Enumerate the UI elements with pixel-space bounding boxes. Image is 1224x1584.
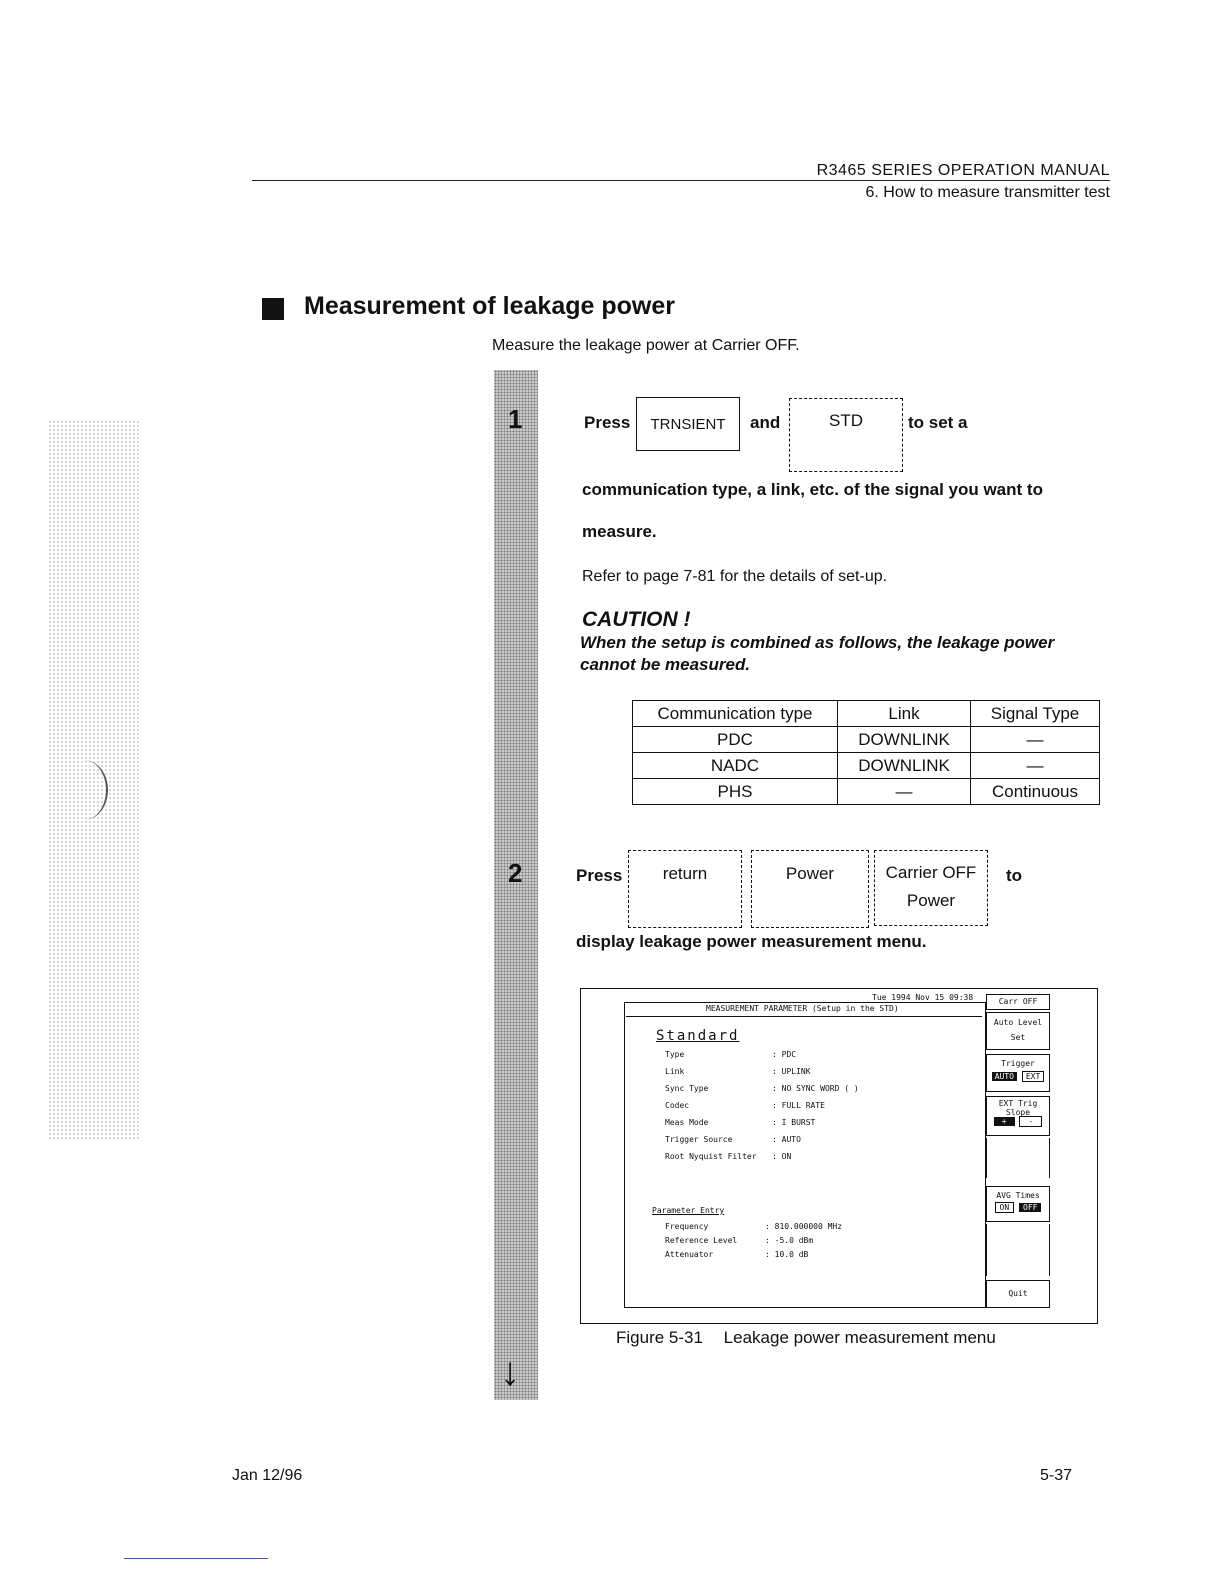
slope-label: Slope <box>1005 1108 1031 1117</box>
trnsient-key-label: TRNSIENT <box>650 415 726 433</box>
section-intro: Measure the leakage power at Carrier OFF. <box>492 337 800 354</box>
std-key[interactable] <box>789 398 903 472</box>
param-label: Sync Type <box>665 1084 709 1093</box>
param-value: : PDC <box>772 1050 797 1059</box>
screen-standard-heading: Standard <box>656 1028 740 1044</box>
footer-date: Jan 12/96 <box>232 1467 303 1484</box>
table-cell: DOWNLINK <box>838 727 971 753</box>
trnsient-key[interactable] <box>636 397 740 451</box>
auto-level-set-softkey[interactable] <box>986 1012 1050 1050</box>
table-header-cell: Link <box>838 701 971 727</box>
header-rule <box>252 180 1110 181</box>
figure-caption <box>616 1328 996 1348</box>
step-1-to-set: to set a <box>908 413 968 432</box>
screen-title: MEASUREMENT PARAMETER (Setup in the STD) <box>706 1004 899 1013</box>
screen-datetime: Tue 1994 Nov 15 09:38 <box>872 993 974 1002</box>
step-1-refer: Refer to page 7-81 for the details of set-up. <box>582 568 888 585</box>
binder-hole-mark <box>60 760 108 820</box>
param-label: Codec <box>665 1101 690 1110</box>
power-key-label: Power <box>785 864 835 883</box>
ext-trig-label: EXT Trig <box>998 1099 1038 1108</box>
step-2-to: to <box>1006 866 1023 885</box>
param-value: : I BURST <box>772 1118 816 1127</box>
table-cell: — <box>971 753 1100 779</box>
trigger-ext-option[interactable]: EXT <box>1022 1071 1044 1082</box>
param-value: : AUTO <box>772 1135 801 1144</box>
std-key-label: STD <box>829 411 863 430</box>
entry-label: Attenuator <box>665 1250 714 1259</box>
return-key[interactable] <box>628 850 742 928</box>
caution-text: When the setup is combined as follows, the leakage power cannot be measured. <box>580 633 1055 674</box>
power-key[interactable] <box>751 850 869 928</box>
chapter-title: 6. How to measure transmitter test <box>865 184 1110 201</box>
figure-label: Figure 5-31 <box>616 1328 703 1347</box>
entry-value: : 10.0 dB <box>765 1250 809 1259</box>
slope-minus-option[interactable]: - <box>1019 1116 1042 1127</box>
carrier-off-power-key[interactable] <box>874 850 988 926</box>
step-1-line2: communication type, a link, etc. of the signal you want to <box>582 480 1043 499</box>
table-cell: — <box>971 727 1100 753</box>
figure-caption-text: Leakage power measurement menu <box>723 1328 996 1347</box>
trigger-auto-option[interactable]: AUTO <box>992 1072 1017 1081</box>
screen-entry-heading: Parameter Entry <box>652 1206 725 1215</box>
table-cell: — <box>838 779 971 805</box>
softkey-title: Carr OFF <box>986 994 1050 1010</box>
table-cell: PHS <box>633 779 838 805</box>
param-value: : NO SYNC WORD ( ) <box>772 1084 859 1093</box>
carrier-off-key-label: Carrier OFF <box>885 863 977 882</box>
param-label: Meas Mode <box>665 1118 709 1127</box>
param-label: Root Nyquist Filter <box>665 1152 757 1161</box>
avg-times-label: AVG Times <box>996 1191 1040 1200</box>
step-1-and: and <box>750 413 781 432</box>
entry-label: Reference Level <box>665 1236 738 1245</box>
carrier-off-key-label-2: Power <box>906 891 956 910</box>
return-key-label: return <box>662 864 708 883</box>
down-arrow-icon: ↓ <box>500 1350 520 1394</box>
bottom-rule <box>124 1558 268 1559</box>
square-bullet-icon <box>262 298 284 320</box>
auto-level-label: Auto Level <box>993 1018 1043 1027</box>
avg-times-softkey[interactable] <box>986 1186 1050 1222</box>
param-value: : ON <box>772 1152 792 1161</box>
step-2-line2: display leakage power measurement menu. <box>576 932 927 951</box>
table-header-cell: Communication type <box>633 701 838 727</box>
table-cell: DOWNLINK <box>838 753 971 779</box>
param-value: : FULL RATE <box>772 1101 825 1110</box>
param-label: Trigger Source <box>665 1135 733 1144</box>
step-2-number: 2 <box>508 858 523 888</box>
table-cell: NADC <box>633 753 838 779</box>
caution-title: CAUTION ! <box>582 608 691 631</box>
softkey-blank <box>986 1138 1050 1178</box>
manual-title: R3465 SERIES OPERATION MANUAL <box>816 162 1110 179</box>
entry-value: : 810.000000 MHz <box>765 1222 843 1231</box>
softkey-blank <box>986 1224 1050 1276</box>
param-label: Type <box>665 1050 685 1059</box>
section-title: Measurement of leakage power <box>304 292 675 320</box>
entry-value: : -5.0 dBm <box>765 1236 814 1245</box>
table-cell: Continuous <box>971 779 1100 805</box>
table-header-cell: Signal Type <box>971 701 1100 727</box>
table-row <box>633 727 1100 753</box>
entry-label: Frequency <box>665 1222 709 1231</box>
ext-trig-slope-softkey[interactable] <box>986 1096 1050 1136</box>
table-row <box>633 753 1100 779</box>
trigger-softkey[interactable] <box>986 1054 1050 1092</box>
avg-off-option[interactable]: OFF <box>1019 1203 1041 1212</box>
set-label: Set <box>1010 1033 1026 1042</box>
param-label: Link <box>665 1067 685 1076</box>
trigger-label: Trigger <box>1001 1059 1035 1068</box>
avg-on-option[interactable]: ON <box>995 1202 1015 1213</box>
step-1-line3: measure. <box>582 522 657 541</box>
table-row <box>633 779 1100 805</box>
quit-softkey[interactable]: Quit <box>986 1280 1050 1308</box>
step-1-press: Press <box>584 413 631 432</box>
step-2-press: Press <box>576 866 623 885</box>
footer-page-number: 5-37 <box>1039 1467 1072 1484</box>
caution-table <box>632 700 1100 805</box>
table-header-row <box>633 701 1100 727</box>
slope-plus-option[interactable]: + <box>994 1117 1015 1126</box>
table-cell: PDC <box>633 727 838 753</box>
step-1-number: 1 <box>508 404 523 434</box>
param-value: : UPLINK <box>772 1067 811 1076</box>
